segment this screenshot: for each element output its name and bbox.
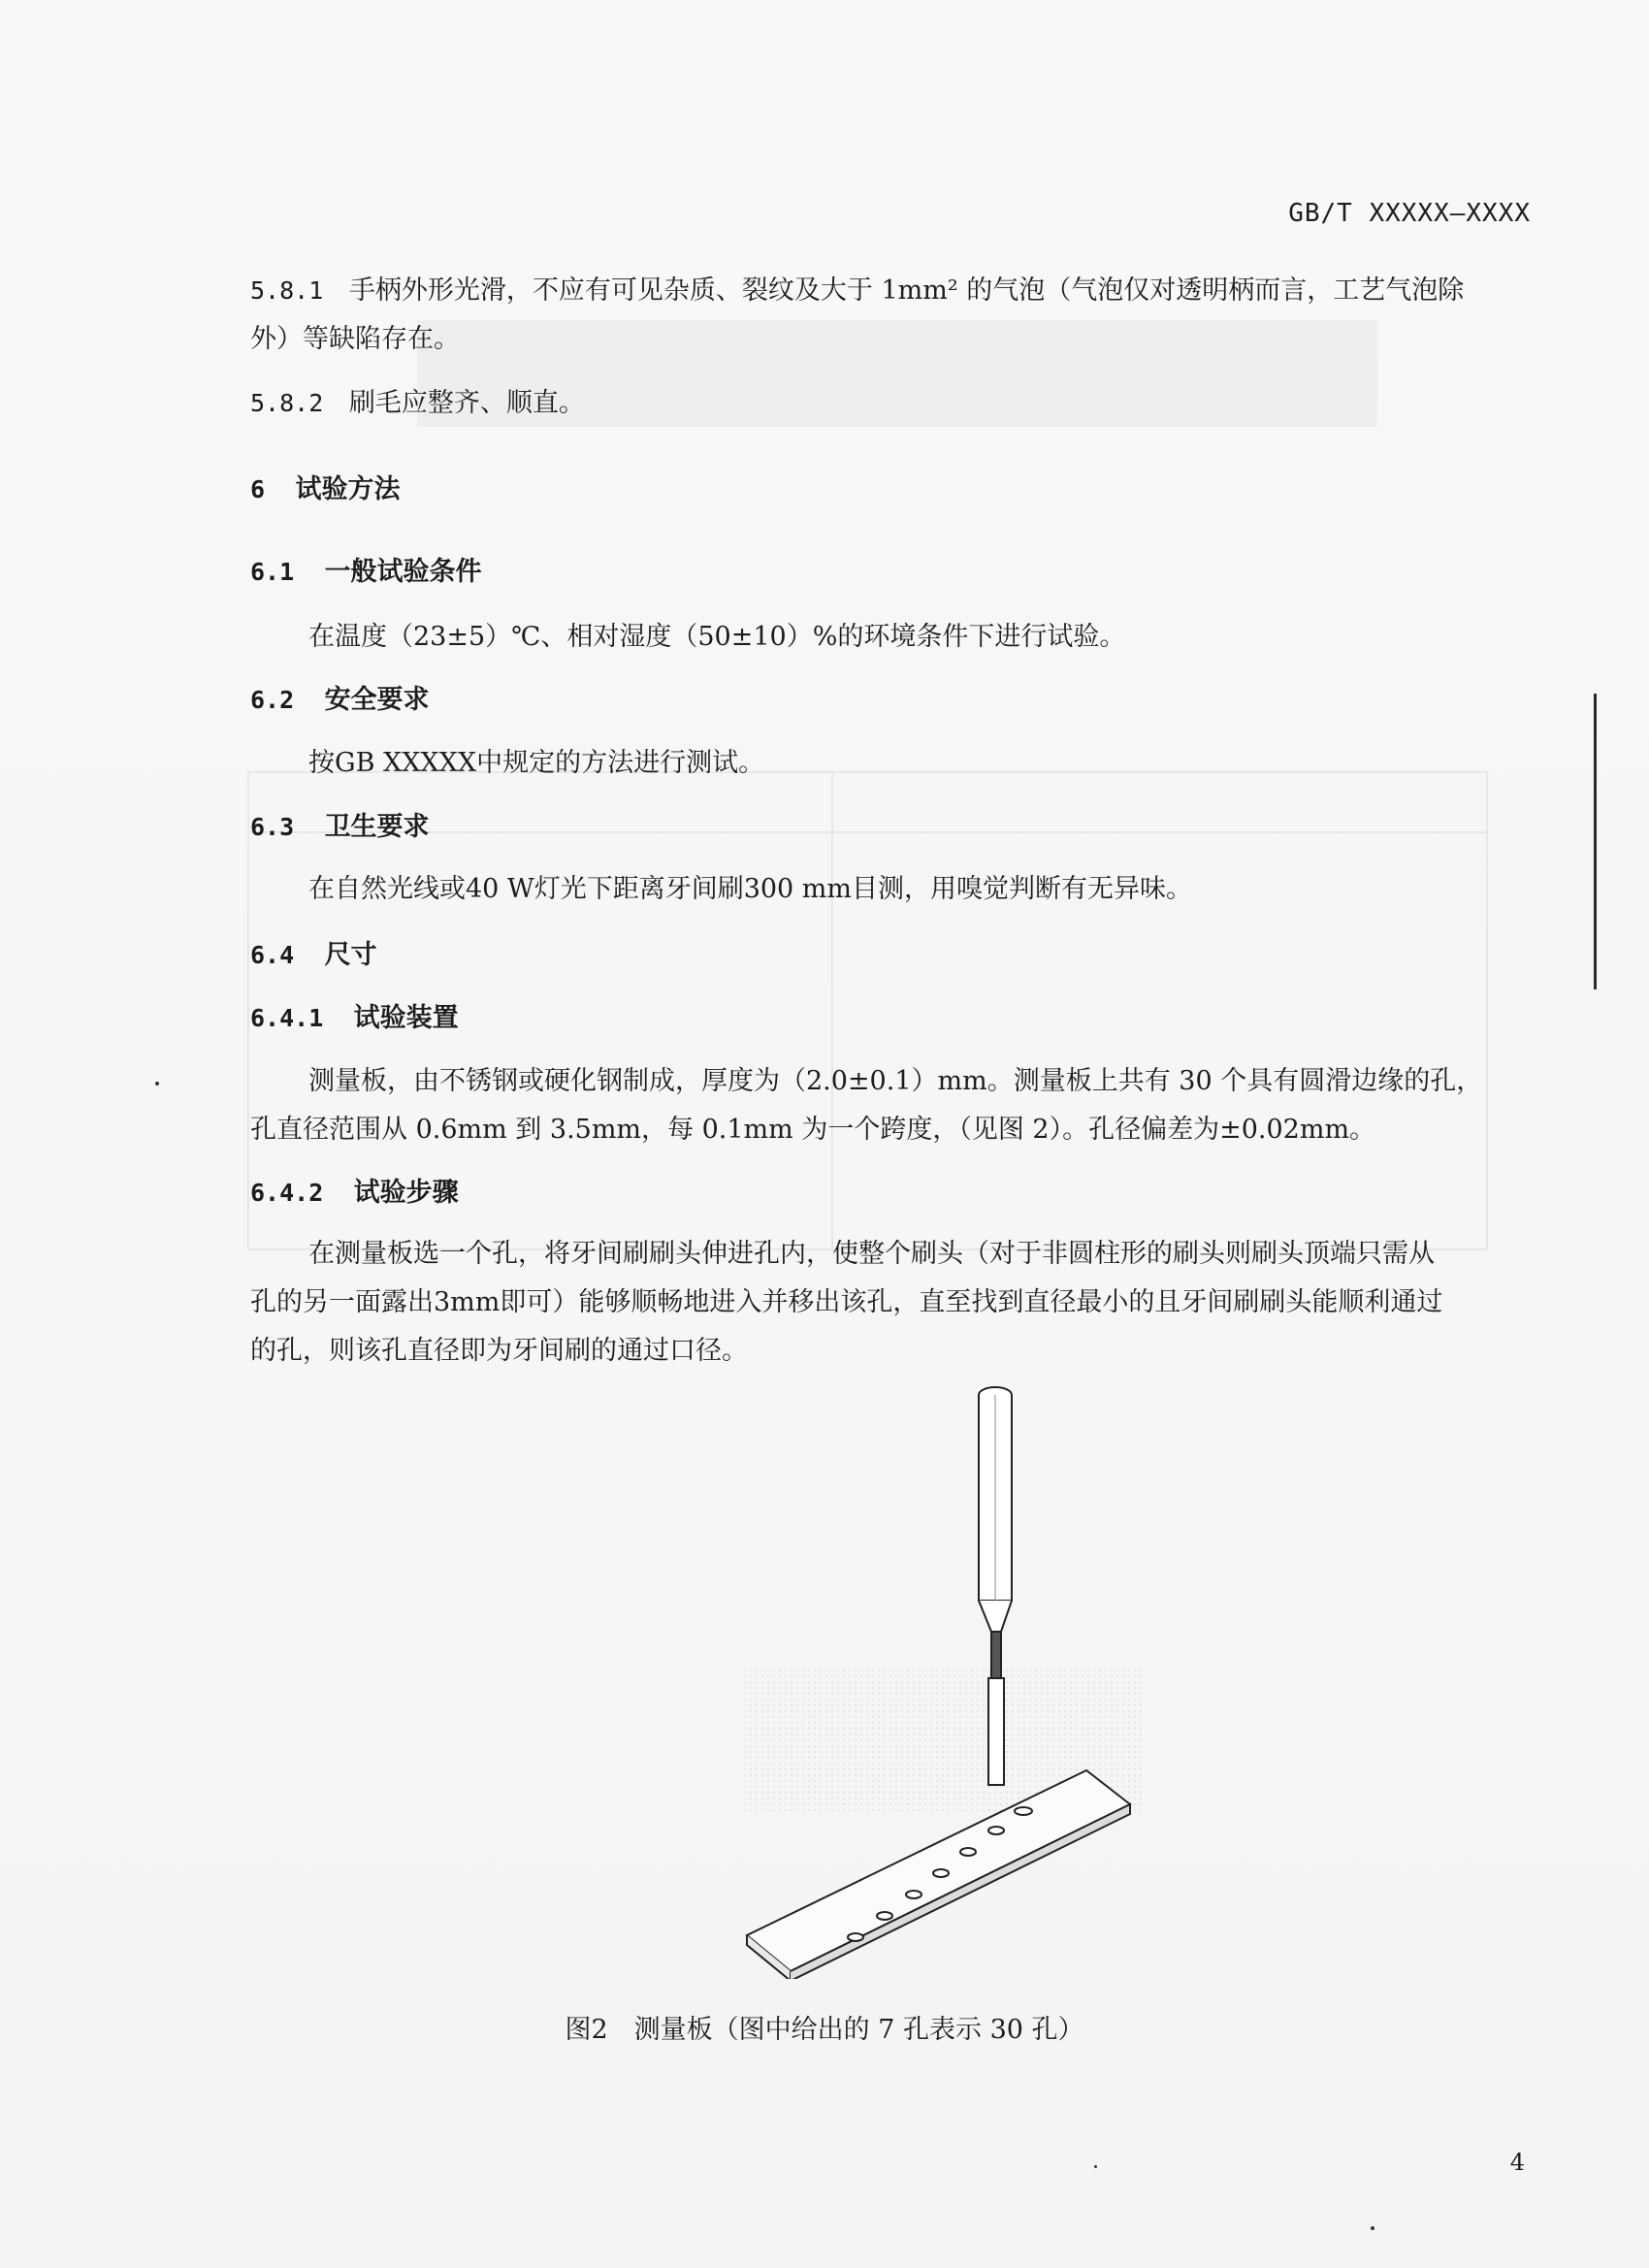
section-6-4-1-body-line1: 测量板，由不锈钢或硬化钢制成，厚度为（2.0±0.1）mm。测量板上共有 30 个具有圆滑边缘的孔， [308, 1066, 1483, 1096]
clause-5-8-1 [250, 267, 1464, 315]
section-title: 卫生要求 [324, 812, 430, 842]
clause-text: 手柄外形光滑，不应有可见杂质、裂纹及大于 1mm² 的气泡（气泡仅对透明柄而言，工艺气泡除 [348, 275, 1465, 306]
section-title: 安全要求 [324, 685, 430, 715]
clause-number: 5.8.1 [250, 276, 324, 305]
section-6-1-heading [250, 548, 482, 597]
clause-text-continued: 外）等缺陷存在。 [250, 324, 460, 354]
section-6-3-heading [250, 803, 430, 852]
plate-hole [906, 1891, 922, 1898]
plate-hole [848, 1933, 863, 1941]
clause-text: 刷毛应整齐、顺直。 [348, 388, 585, 418]
section-6-4-1-body-line2: 孔直径范围从 0.6mm 到 3.5mm，每 0.1mm 为一个跨度，（见图 2）。孔径偏差为±0.02mm。 [250, 1115, 1376, 1145]
scan-speck [1094, 2165, 1097, 2168]
section-number: 6 [250, 475, 266, 503]
plate-hole [1015, 1807, 1032, 1815]
section-title: 尺寸 [324, 940, 377, 970]
section-number: 6.1 [250, 558, 295, 586]
section-title: 试验步骤 [353, 1178, 459, 1208]
section-6-4-2-body-line3: 的孔，则该孔直径即为牙间刷的通过口径。 [250, 1336, 748, 1366]
section-number: 6.4.1 [250, 1004, 324, 1032]
section-6-3-body: 在自然光线或40 W灯光下距离牙间刷300 mm目测，用嗅觉判断有无异味。 [308, 874, 1193, 904]
section-title: 试验装置 [353, 1003, 459, 1033]
scan-speck [155, 1082, 159, 1085]
section-6-1-body: 在温度（23±5）℃、相对湿度（50±10）%的环境条件下进行试验。 [308, 622, 1126, 652]
plate-hole [933, 1869, 949, 1877]
scan-speck [1371, 2226, 1374, 2230]
clause-number: 5.8.2 [250, 389, 324, 417]
section-6-2-heading [250, 676, 430, 725]
plate-hole [960, 1848, 976, 1856]
section-6-4-2-body-line1: 在测量板选一个孔，将牙间刷刷头伸进孔内，使整个刷头（对于非圆柱形的刷头则刷头顶端只需从 [308, 1239, 1435, 1269]
section-number: 6.3 [250, 813, 295, 841]
section-6-4-1-heading [250, 994, 459, 1043]
section-number: 6.4.2 [250, 1179, 324, 1207]
section-number: 6.4 [250, 941, 295, 969]
plate-hole [988, 1827, 1004, 1834]
section-6-4-heading [250, 931, 377, 980]
section-title: 一般试验条件 [324, 557, 482, 587]
section-number: 6.2 [250, 686, 295, 714]
section-6-heading [250, 466, 400, 514]
section-6-4-2-body-line2: 孔的另一面露出3mm即可）能够顺畅地进入并移出该孔，直至找到直径最小的且牙间刷刷头能顺利通过 [250, 1287, 1443, 1317]
document-code-header: GB/T XXXXX—XXXX [1288, 199, 1531, 228]
section-6-4-2-heading [250, 1169, 459, 1217]
plate-hole [877, 1912, 892, 1920]
figure-caption: 图2 测量板（图中给出的 7 孔表示 30 孔） [565, 2015, 1084, 2045]
measuring-plate-figure [737, 1377, 1164, 1979]
section-title: 试验方法 [295, 474, 401, 504]
page-number: 4 [1509, 2149, 1525, 2176]
scan-edge-line [1594, 694, 1597, 989]
clause-5-8-2 [250, 379, 585, 428]
section-6-2-body: 按GB XXXXX中规定的方法进行测试。 [308, 748, 765, 778]
